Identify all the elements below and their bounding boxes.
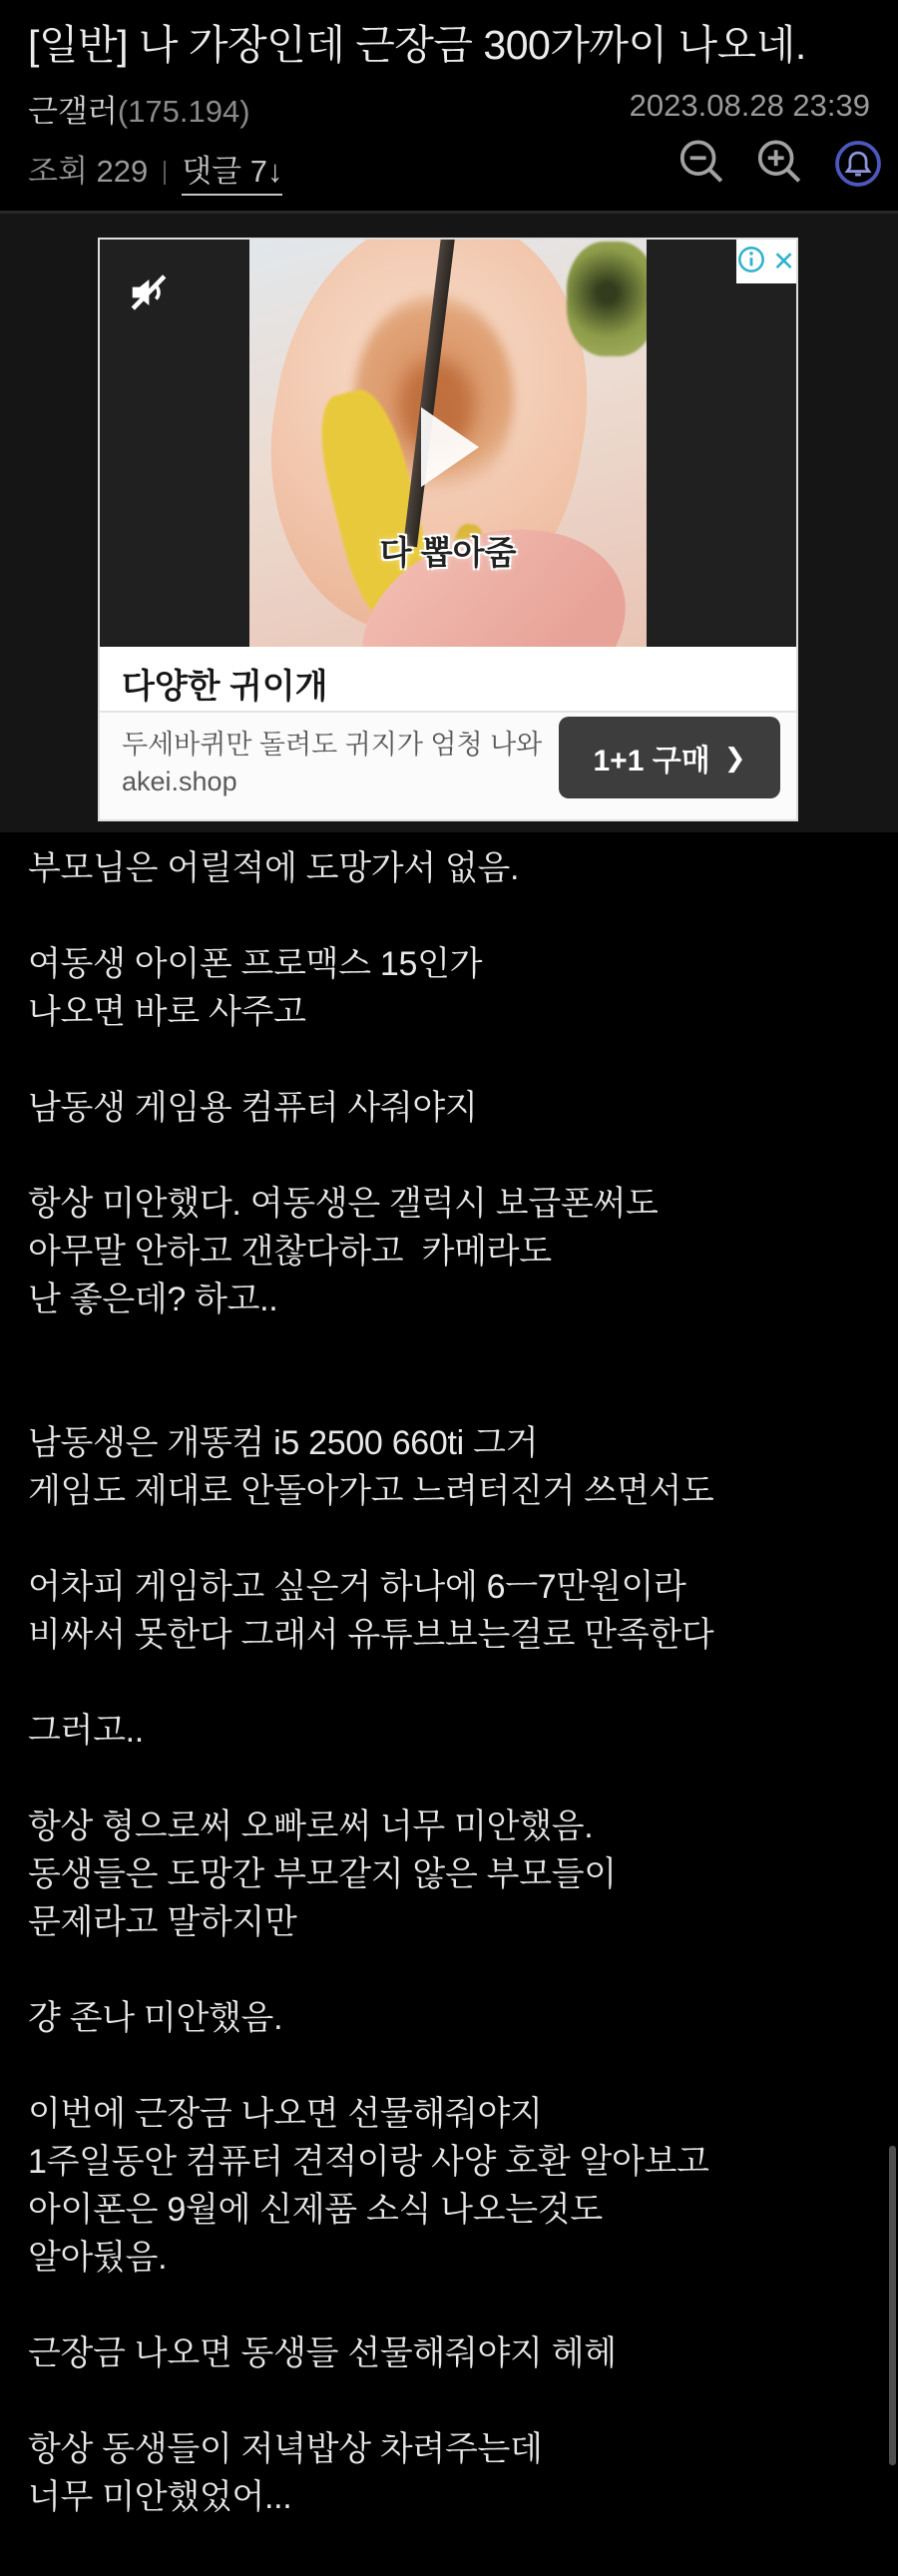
chevron-right-icon: ❯	[723, 742, 746, 773]
view-count: 조회 229	[28, 154, 149, 189]
meta-divider	[164, 161, 166, 185]
author-ip: (175.194)	[117, 94, 250, 129]
post-body-text: 부모님은 어릴적에 도망가서 없음. 여동생 아이폰 프로맥스 15인가 나오면 바로 사주고 남동생 게임용 컴퓨터 사줘야지 항상 미안했다. 여동생은 갤럭시 보급폰써도 아무말 안하고 갠찮다하고 카메라도 난 좋은데? 하고.. 남동생은 개똥컴 i5 2500 660ti 그거 게임도 제대로 안돌아가고 느려터진거 쓰면서도 어차피 게임하고 싶은거 하나에 6ㅡ7만원이라 비싸서 못한다 그래서 유튜브보는걸로 만족한다 그러고.. 항상 형으로써 오빠로써 너무 미안했음. 동생들은 도망간 부모같지 않은 부모들이 문제라고 말하지만 걍 존나 미안했음. 이번에 근장금 나오면 선물해줘야지 1주일동안 컴퓨터 견적이랑 사양 호환 알아보고 아이폰은 9월에 신제품 소식 나오는것도 알아뒀음. 근장금 나오면 동생들 선물해줘야지 헤헤 항상 동생들이 저녁밥상 차려주는데 너무 미안했었어...	[28, 849, 714, 2516]
close-icon[interactable]: ✕	[772, 246, 795, 276]
advertisement[interactable]	[98, 238, 798, 821]
ad-headline: 다양한 귀이개	[122, 668, 328, 706]
page-title: [일반] 나 가장인데 근장금 300가까이 나오네.	[28, 22, 806, 68]
scrollbar-thumb[interactable]	[889, 2146, 896, 2465]
video-caption: 다 뽑아줌	[379, 534, 517, 571]
notification-bell-icon[interactable]	[832, 138, 884, 190]
header-icon-group	[676, 138, 884, 190]
adchoices-info-icon[interactable]	[737, 246, 765, 278]
adchoices-badge	[736, 240, 796, 283]
ad-description: 두세바퀴만 돌려도 귀지가 엄청 나와	[122, 730, 543, 760]
ad-video-area[interactable]	[100, 240, 796, 647]
ad-cta-label: 1+1 구매	[593, 745, 710, 777]
zoom-out-icon[interactable]	[676, 138, 728, 190]
ad-advertiser-link[interactable]: akei.shop	[122, 767, 237, 796]
ad-cta-button[interactable]	[559, 717, 780, 798]
comments-link[interactable]: 댓글 7↓	[182, 154, 282, 196]
play-icon[interactable]	[421, 407, 479, 487]
post-date: 2023.08.28 23:39	[629, 88, 870, 123]
zoom-in-icon[interactable]	[754, 138, 806, 190]
ad-video-thumbnail[interactable]	[249, 240, 647, 647]
muted-speaker-icon[interactable]	[126, 269, 172, 315]
author-row	[28, 86, 870, 131]
ad-info-panel[interactable]	[100, 647, 796, 819]
author-nickname[interactable]: 근갤러	[28, 94, 118, 129]
